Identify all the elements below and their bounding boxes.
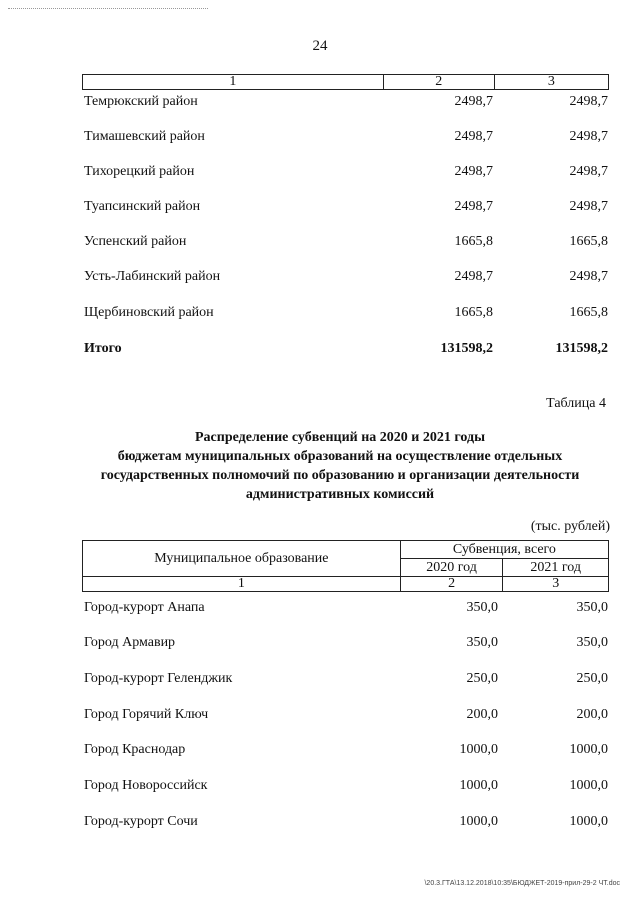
table1-col1-number: 1 — [83, 75, 384, 90]
row-name: Город Новороссийск — [84, 778, 208, 793]
row-value-2021: 350,0 — [576, 635, 608, 650]
table-row — [84, 600, 608, 618]
table-row — [84, 814, 608, 832]
row-value-2020: 1665,8 — [454, 234, 493, 249]
units-label: (тыс. рублей) — [530, 519, 610, 534]
row-value-2020: 2498,7 — [454, 269, 493, 284]
row-value-2020: 350,0 — [466, 635, 498, 650]
row-name: Туапсинский район — [84, 199, 201, 214]
row-value-2021: 2498,7 — [569, 269, 608, 284]
row-value-2021: 350,0 — [576, 600, 608, 615]
row-value-2021: 2498,7 — [569, 129, 608, 144]
row-value-2021: 1665,8 — [569, 305, 608, 320]
row-name: Усть-Лабинский район — [84, 269, 221, 284]
table-row — [84, 234, 608, 252]
total-value-2021: 131598,2 — [555, 341, 608, 356]
top-dotted-line — [8, 8, 208, 9]
title-line: бюджетам муниципальных образований на осуществление отдельных — [117, 449, 563, 464]
total-label: Итого — [84, 341, 122, 356]
table1-header — [82, 74, 609, 90]
row-value-2020: 2498,7 — [454, 129, 493, 144]
row-name: Город Горячий Ключ — [84, 707, 209, 722]
row-value-2020: 1665,8 — [454, 305, 493, 320]
row-name: Город Краснодар — [84, 742, 186, 757]
table2-col3-number: 3 — [503, 577, 609, 592]
row-name: Город-курорт Геленджик — [84, 671, 233, 686]
file-path-footer: \20.3.ГТА\13.12.2018\10:35\БЮДЖЕТ-2019-прил-29-2 ЧТ.doc — [424, 880, 620, 887]
table-row — [84, 635, 608, 653]
total-value-2020: 131598,2 — [440, 341, 493, 356]
municipality-column-header: Муниципальное образование — [83, 541, 401, 577]
table-row — [84, 199, 608, 217]
subvention-column-header: Субвенция, всего — [400, 541, 608, 559]
row-value-2021: 1000,0 — [569, 742, 608, 757]
table-row — [84, 94, 608, 112]
table-row — [84, 778, 608, 796]
row-value-2020: 250,0 — [466, 671, 498, 686]
table-row — [84, 707, 608, 725]
row-name: Город Армавир — [84, 635, 176, 650]
table1-col3-number: 3 — [494, 75, 608, 90]
row-name: Щербиновский район — [84, 305, 214, 320]
row-value-2020: 1000,0 — [459, 778, 498, 793]
row-value-2021: 1000,0 — [569, 814, 608, 829]
row-value-2020: 350,0 — [466, 600, 498, 615]
table-row — [84, 671, 608, 689]
row-name: Город-курорт Анапа — [84, 600, 205, 615]
table-row — [84, 305, 608, 323]
year-2021-header: 2021 год — [503, 559, 609, 577]
table1-col2-number: 2 — [383, 75, 494, 90]
total-row — [84, 341, 608, 359]
title-line: государственных полномочий по образованию и организации деятельности — [100, 468, 580, 483]
row-name: Город-курорт Сочи — [84, 814, 198, 829]
page-number: 24 — [312, 38, 328, 54]
row-value-2020: 200,0 — [466, 707, 498, 722]
row-name: Успенский район — [84, 234, 187, 249]
row-value-2020: 2498,7 — [454, 199, 493, 214]
table2-col1-number: 1 — [83, 577, 401, 592]
row-name: Тимашевский район — [84, 129, 205, 144]
year-2020-header: 2020 год — [400, 559, 503, 577]
row-value-2021: 250,0 — [576, 671, 608, 686]
row-value-2021: 1000,0 — [569, 778, 608, 793]
row-name: Темрюкский район — [84, 94, 198, 109]
table-row — [84, 129, 608, 147]
row-value-2021: 2498,7 — [569, 164, 608, 179]
table-row — [84, 269, 608, 287]
row-name: Тихорецкий район — [84, 164, 195, 179]
table2-col2-number: 2 — [400, 577, 503, 592]
table-title — [60, 428, 620, 504]
row-value-2020: 1000,0 — [459, 814, 498, 829]
table2-header — [82, 540, 609, 592]
title-line: административных комиссий — [245, 487, 435, 502]
row-value-2021: 2498,7 — [569, 94, 608, 109]
title-line: Распределение субвенций на 2020 и 2021 годы — [195, 430, 485, 445]
row-value-2021: 2498,7 — [569, 199, 608, 214]
row-value-2020: 2498,7 — [454, 164, 493, 179]
table-row — [84, 164, 608, 182]
row-value-2021: 1665,8 — [569, 234, 608, 249]
row-value-2020: 2498,7 — [454, 94, 493, 109]
row-value-2021: 200,0 — [576, 707, 608, 722]
table-number-label: Таблица 4 — [546, 396, 606, 411]
table-row — [84, 742, 608, 760]
row-value-2020: 1000,0 — [459, 742, 498, 757]
